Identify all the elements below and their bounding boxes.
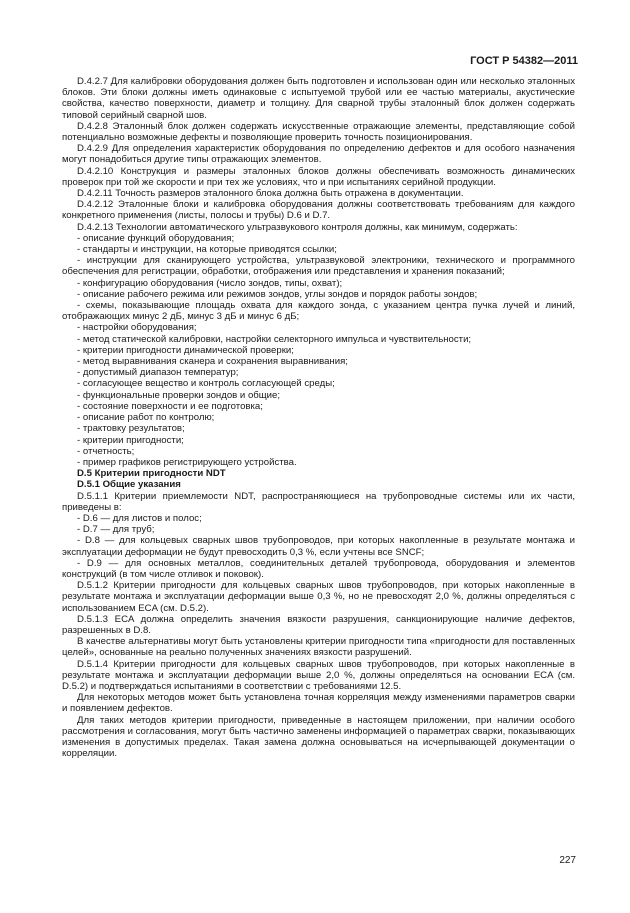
list-item: - описание рабочего режима или режимов зондов, углы зондов и порядок работы зондов; (77, 288, 478, 300)
paragraph-correlation: Для некоторых методов может быть установлена точная корреляция между изменениями параметров сварки и появлением дефектов. (62, 692, 575, 715)
paragraph-d4-2-10: D.4.2.10 Конструкция и размеры эталонных блоков должны обеспечивать возможность динамических проверок при той же скорости и при тех же условиях, что и при испытаниях серийной продукции. (62, 165, 575, 188)
section-heading-d5: D.5 Критерии пригодности NDT (77, 468, 226, 480)
list-item: - описание функций оборудования; (77, 232, 235, 244)
paragraph-d4-2-7: D.4.2.7 Для калибровки оборудования должен быть подготовлен и использован один или несколько эталонных блоков. Эти блоки должны иметь одинаковые с испытуемой трубой или ее частью материалы, акустические свойства, качество поверхности, диаметр и толщину. Для сварной трубы эталонный блок должен содержать типовой серийный сварной шов. (62, 76, 575, 121)
list-item: - D.6 — для листов и полос; (77, 512, 202, 524)
list-item: - метод выравнивания сканера и сохранения выравнивания; (77, 356, 348, 368)
list-item: - трактовку результатов; (77, 423, 185, 435)
list-item: - D.7 — для труб; (77, 524, 155, 536)
list-item: - описание работ по контролю; (77, 412, 215, 424)
paragraph-d4-2-9: D.4.2.9 Для определения характеристик оборудования по определению дефектов и для особого назначения могут понадобиться другие типы отражающих элементов. (62, 143, 575, 166)
list-item: - стандарты и инструкции, на которые приводятся ссылки; (77, 244, 337, 256)
paragraph-d5-1-2: D.5.1.2 Критерии пригодности для кольцевых сварных швов трубопроводов, при которых накопленные в результате монтажа и эксплуатации деформации выше 0,3 %, но не превосходят 2,0 %, должны определяться с использованием ECA (см. D.5.2). (62, 580, 575, 614)
page-number: 227 (559, 855, 576, 866)
paragraph-replacement: Для таких методов критерии пригодности, приведенные в настоящем приложении, при наличии особого рассмотрения и согласования, могут быть частично заменены информацией о параметрах сварки, показывающих изменения в допустимых пределах. Такая замена должна основываться на исчерпывающей документации о корреляции. (62, 714, 575, 760)
list-item: - критерии пригодности; (77, 434, 184, 446)
list-item: - допустимый диапазон температур; (77, 367, 239, 379)
list-item: - согласующее вещество и контроль согласующей среды; (77, 378, 335, 390)
list-item: - критерии пригодности динамической проверки; (77, 344, 294, 356)
paragraph-d4-2-13: D.4.2.13 Технологии автоматического ультразвукового контроля должны, как минимум, содержать: (77, 221, 518, 233)
list-item: - состояние поверхности и ее подготовка; (77, 400, 263, 412)
paragraph-d4-2-12: D.4.2.12 Эталонные блоки и калибровка оборудования должны соответствовать требованиям для каждого конкретного применения (листы, полосы и трубы) D.6 и D.7. (62, 199, 575, 222)
paragraph-d5-1-1: D.5.1.1 Критерии приемлемости NDT, распространяющиеся на трубопроводные системы или их части, приведены в: (62, 490, 575, 513)
list-item: - конфигурацию оборудования (число зондов, типы, охват); (77, 277, 343, 289)
list-item: - схемы, показывающие площадь охвата для каждого зонда, с указанием центра пучка лучей и линий, отображающих минус 2 дБ, минус 3 дБ и минус 6 дБ; (62, 300, 575, 323)
paragraph-d4-2-11: D.4.2.11 Точность размеров эталонного блока должна быть отражена в документации. (77, 188, 464, 200)
list-item: - настройки оборудования; (77, 322, 197, 334)
document-body (62, 76, 575, 759)
paragraph-alternative: В качестве альтернативы могут быть установлены критерии пригодности типа «пригодности для поставленных целей», основанные на реально полученных значениях вязкости разрушений. (62, 636, 575, 659)
list-item: - метод статической калибровки, настройки селекторного импульса и чувствительности; (77, 333, 472, 345)
paragraph-d5-1-4: D.5.1.4 Критерии пригодности для кольцевых сварных швов трубопроводов, при которых накопленные в результате монтажа и эксплуатации деформации выше 2,0 %, должны определяться на основании ECA (см. D.5.2) и подтверждаться испытаниями в соответствии с требованиями 12.5. (62, 658, 575, 692)
list-item: - отчетность; (77, 445, 135, 457)
standard-designation: ГОСТ Р 54382—2011 (470, 55, 578, 67)
list-item: - функциональные проверки зондов и общие; (77, 389, 281, 401)
paragraph-d5-1-3: D.5.1.3 ECA должна определить значения вязкости разрушения, санкционирующие наличие дефектов, разрешенных в D.8. (62, 613, 575, 636)
paragraph-d4-2-8: D.4.2.8 Эталонный блок должен содержать искусственные отражающие элементы, представляющие собой потенциально возможные дефекты и позволяющие проверить точность позиционирования. (62, 120, 575, 144)
list-item: - D.9 — для основных металлов, соединительных деталей трубопровода, оборудования и элементов конструкций (в том числе отливок и поковок). (62, 557, 575, 580)
list-item: - инструкции для сканирующего устройства, ультразвуковой электроники, технического и программного обеспечения для регистрации, обработки, отображения или представления и хранения показаний; (62, 255, 575, 278)
section-heading-d5-1: D.5.1 Общие указания (77, 479, 181, 491)
list-item: - D.8 — для кольцевых сварных швов трубопроводов, при которых накопленные в результате монтажа и эксплуатации деформации не будут превосходить 0,3 %, если учтены все SNCF; (62, 535, 575, 558)
list-item: - пример графиков регистрирующего устройства. (77, 456, 297, 468)
